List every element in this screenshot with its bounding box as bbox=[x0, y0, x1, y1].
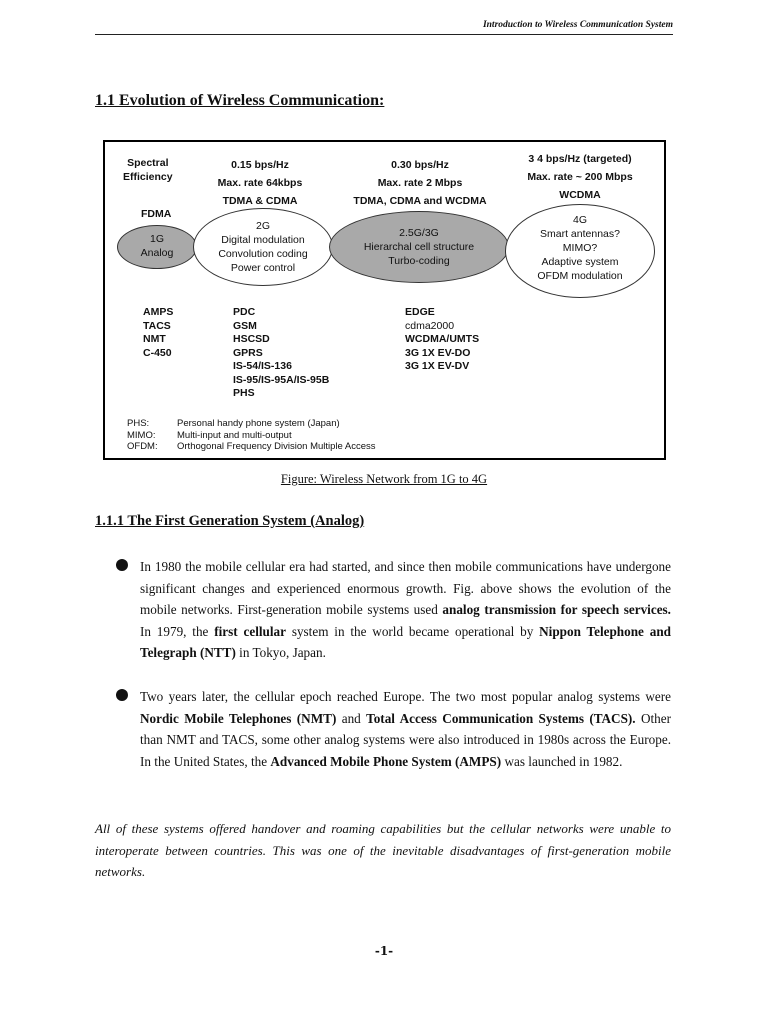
list-item: cdma2000 bbox=[405, 319, 455, 332]
bullet-icon bbox=[116, 559, 128, 571]
fdma-label: FDMA bbox=[141, 208, 172, 220]
list-item: GSM bbox=[233, 319, 257, 332]
ellipse-2g-line: Digital modulation bbox=[221, 234, 305, 246]
bullet-icon bbox=[116, 689, 128, 701]
list-2g bbox=[233, 306, 329, 401]
legend-abbr: MIMO: bbox=[127, 429, 156, 441]
text-run: In 1980 the mobile cellular era had started, and since then mobile communications have undergone significant changes and experienced enormous growth. Fig. above shows the evolution of the mobile networks. First-generation mobile systems used bbox=[140, 559, 671, 617]
gen2-header bbox=[200, 158, 320, 208]
list-item: IS-95/IS-95A/IS-95B bbox=[233, 373, 330, 386]
legend-row bbox=[127, 418, 376, 430]
list-item: NMT bbox=[143, 333, 166, 345]
gen2-header-line: TDMA & CDMA bbox=[222, 195, 298, 207]
legend-desc: Orthogonal Frequency Division Multiple Access bbox=[177, 441, 376, 452]
gen3-header-line: TDMA, CDMA and WCDMA bbox=[353, 195, 487, 207]
ellipse-3g bbox=[329, 211, 509, 283]
ellipse-4g-line: Adaptive system bbox=[541, 256, 619, 268]
page-number: -1- bbox=[374, 944, 394, 958]
figure-legend bbox=[127, 418, 376, 453]
emphasis: analog transmission for speech services. bbox=[442, 602, 671, 617]
gen3-header bbox=[335, 158, 505, 208]
ellipse-3g-line: Turbo-coding bbox=[388, 255, 450, 267]
ellipse-3g-line: 2.5G/3G bbox=[399, 227, 439, 239]
gen3-header-line: Max. rate 2 Mbps bbox=[377, 177, 463, 189]
list-item: 3G 1X EV-DO bbox=[405, 346, 471, 359]
bullet-text bbox=[140, 556, 671, 664]
text-run: was launched in 1982. bbox=[501, 753, 623, 769]
text-run: Two years later, the cellular epoch reached Europe. The two most popular analog systems were bbox=[140, 689, 671, 704]
gen4-header-line: Max. rate ~ 200 Mbps bbox=[527, 171, 633, 183]
ellipse-4g bbox=[505, 204, 655, 298]
legend-row bbox=[127, 441, 376, 453]
running-header: Introduction to Wireless Communication System bbox=[482, 20, 673, 30]
header-rule bbox=[95, 34, 673, 35]
text-run: and bbox=[336, 710, 367, 726]
list-item: AMPS bbox=[143, 306, 174, 318]
legend-row bbox=[127, 430, 376, 442]
legend-abbr: OFDM: bbox=[127, 441, 158, 452]
gen4-header bbox=[505, 152, 655, 202]
emphasis: Nordic Mobile Telephones (NMT) bbox=[140, 710, 337, 726]
subsection-title: 1.1.1 The First Generation System (Analog) bbox=[95, 513, 365, 529]
text-run: in Tokyo, Japan. bbox=[235, 645, 326, 660]
bullet-paragraph-1 bbox=[116, 556, 671, 664]
section-title: 1.1 Evolution of Wireless Communication: bbox=[95, 92, 385, 109]
emphasis: first cellular bbox=[214, 623, 286, 639]
list-item: IS-54/IS-136 bbox=[233, 360, 292, 372]
list-item: HSCSD bbox=[233, 333, 270, 345]
bullet-text bbox=[140, 686, 671, 772]
ellipse-2g-line: Convolution coding bbox=[218, 248, 308, 260]
ellipse-2g bbox=[193, 208, 333, 286]
list-item: 3G 1X EV-DV bbox=[405, 360, 470, 372]
list-item: C-450 bbox=[143, 346, 172, 359]
ellipse-4g-line: Smart antennas? bbox=[540, 228, 620, 240]
list-item: EDGE bbox=[405, 306, 435, 318]
spectral-line: Spectral bbox=[127, 157, 169, 169]
figure-box bbox=[103, 140, 666, 460]
list-1g bbox=[143, 306, 173, 360]
legend-desc: Personal handy phone system (Japan) bbox=[177, 418, 340, 429]
gen2-header-line: 0.15 bps/Hz bbox=[231, 159, 289, 171]
emphasis: Total Access Communication Systems (TACS). bbox=[366, 710, 636, 726]
ellipse-4g-line: OFDM modulation bbox=[537, 270, 623, 282]
text-run: system in the world became operational by bbox=[286, 623, 540, 639]
list-item: PDC bbox=[233, 306, 256, 318]
list-3g bbox=[405, 306, 479, 374]
legend-abbr: PHS: bbox=[127, 418, 150, 429]
closing-paragraph: All of these systems offered handover and roaming capabilities but the cellular networks were unable to interoperate between countries. This was one of the inevitable disadvantages of first-generation mobile networks. bbox=[95, 821, 671, 879]
emphasis: Advanced Mobile Phone System (AMPS) bbox=[270, 753, 502, 769]
gen2-header-line: Max. rate 64kbps bbox=[217, 177, 303, 189]
list-item: GPRS bbox=[233, 346, 263, 359]
list-item: PHS bbox=[233, 387, 255, 399]
ellipse-4g-line: 4G bbox=[572, 214, 587, 226]
ellipse-3g-line: Hierarchal cell structure bbox=[363, 241, 475, 253]
ellipse-1g-line: Analog bbox=[140, 247, 174, 259]
text-run: Other than NMT and TACS, some other analog systems were also introduced in 1980s across the Europe. In the United States, the bbox=[140, 710, 672, 769]
legend-desc: Multi-input and multi-output bbox=[177, 429, 292, 441]
ellipse-4g-line: MIMO? bbox=[562, 242, 598, 254]
list-item: WCDMA/UMTS bbox=[405, 333, 480, 345]
spectral-line: Efficiency bbox=[123, 171, 173, 183]
emphasis: Nippon Telephone and Telegraph (NTT) bbox=[140, 623, 672, 660]
ellipse-1g bbox=[117, 225, 197, 269]
list-item: TACS bbox=[143, 319, 171, 332]
spectral-label bbox=[123, 156, 173, 184]
bullet-paragraph-2 bbox=[116, 686, 671, 772]
ellipse-2g-line: 2G bbox=[255, 220, 270, 232]
gen3-header-line: 0.30 bps/Hz bbox=[391, 159, 449, 171]
gen4-header-line: 3 4 bps/Hz (targeted) bbox=[528, 153, 632, 165]
text-run: In 1979, the bbox=[140, 623, 215, 639]
gen4-header-line: WCDMA bbox=[559, 189, 601, 201]
figure-caption: Figure: Wireless Network from 1G to 4G bbox=[280, 472, 488, 486]
ellipse-2g-line: Power control bbox=[230, 262, 296, 274]
ellipse-1g-line: 1G bbox=[149, 233, 164, 245]
